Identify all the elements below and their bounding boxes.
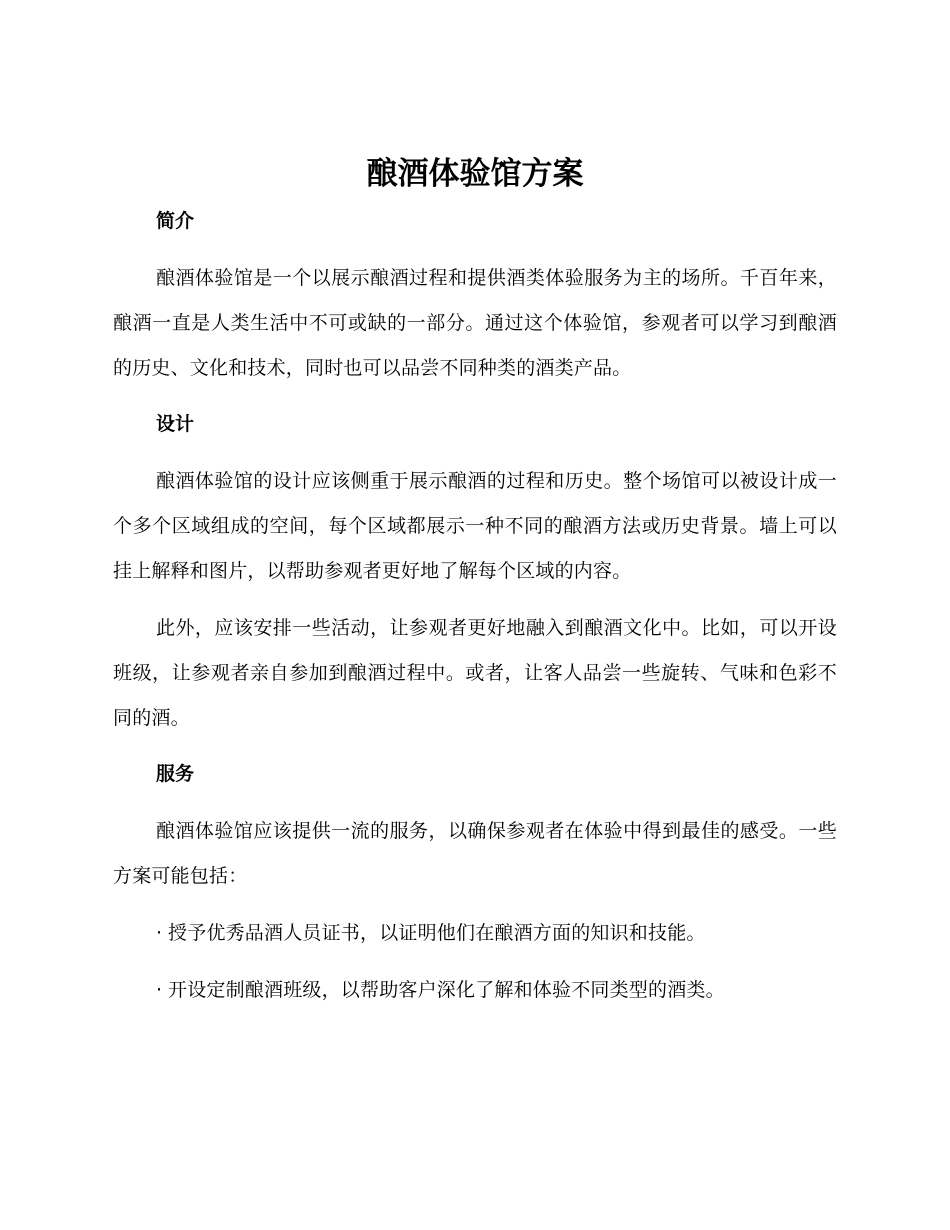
bullet-mark: · bbox=[156, 979, 163, 1001]
document-body bbox=[113, 200, 837, 1025]
list-item-text: 开设定制酿酒班级，以帮助客户深化了解和体验不同类型的酒类。 bbox=[168, 979, 725, 1001]
service-paragraph: 酿酒体验馆应该提供一流的服务，以确保参观者在体验中得到最佳的感受。一些方案可能包括： bbox=[113, 820, 837, 887]
section-heading-service: 服务 bbox=[156, 763, 195, 785]
intro-paragraph: 酿酒体验馆是一个以展示酿酒过程和提供酒类体验服务为主的场所。千百年来，酿酒一直是人类生活中不可或缺的一部分。通过这个体验馆，参观者可以学习到酿酒的历史、文化和技术，同时也可以品尝不同种类的酒类产品。 bbox=[113, 267, 837, 379]
list-item-text: 授予优秀品酒人员证书，以证明他们在酿酒方面的知识和技能。 bbox=[168, 922, 706, 944]
section-heading-intro: 简介 bbox=[156, 210, 195, 232]
section-heading-design: 设计 bbox=[156, 413, 195, 435]
list-item bbox=[113, 911, 837, 956]
bullet-mark: · bbox=[156, 922, 163, 944]
design-paragraph-2: 此外，应该安排一些活动，让参观者更好地融入到酿酒文化中。比如，可以开设班级，让参观者亲自参加到酿酒过程中。或者，让客人品尝一些旋转、气味和色彩不同的酒。 bbox=[113, 617, 837, 729]
list-item bbox=[113, 968, 837, 1013]
design-paragraph-1: 酿酒体验馆的设计应该侧重于展示酿酒的过程和历史。整个场馆可以被设计成一个多个区域组成的空间，每个区域都展示一种不同的酿酒方法或历史背景。墙上可以挂上解释和图片，以帮助参观者更好地了解每个区域的内容。 bbox=[113, 470, 837, 582]
document-title: 酿酒体验馆方案 bbox=[366, 156, 584, 192]
